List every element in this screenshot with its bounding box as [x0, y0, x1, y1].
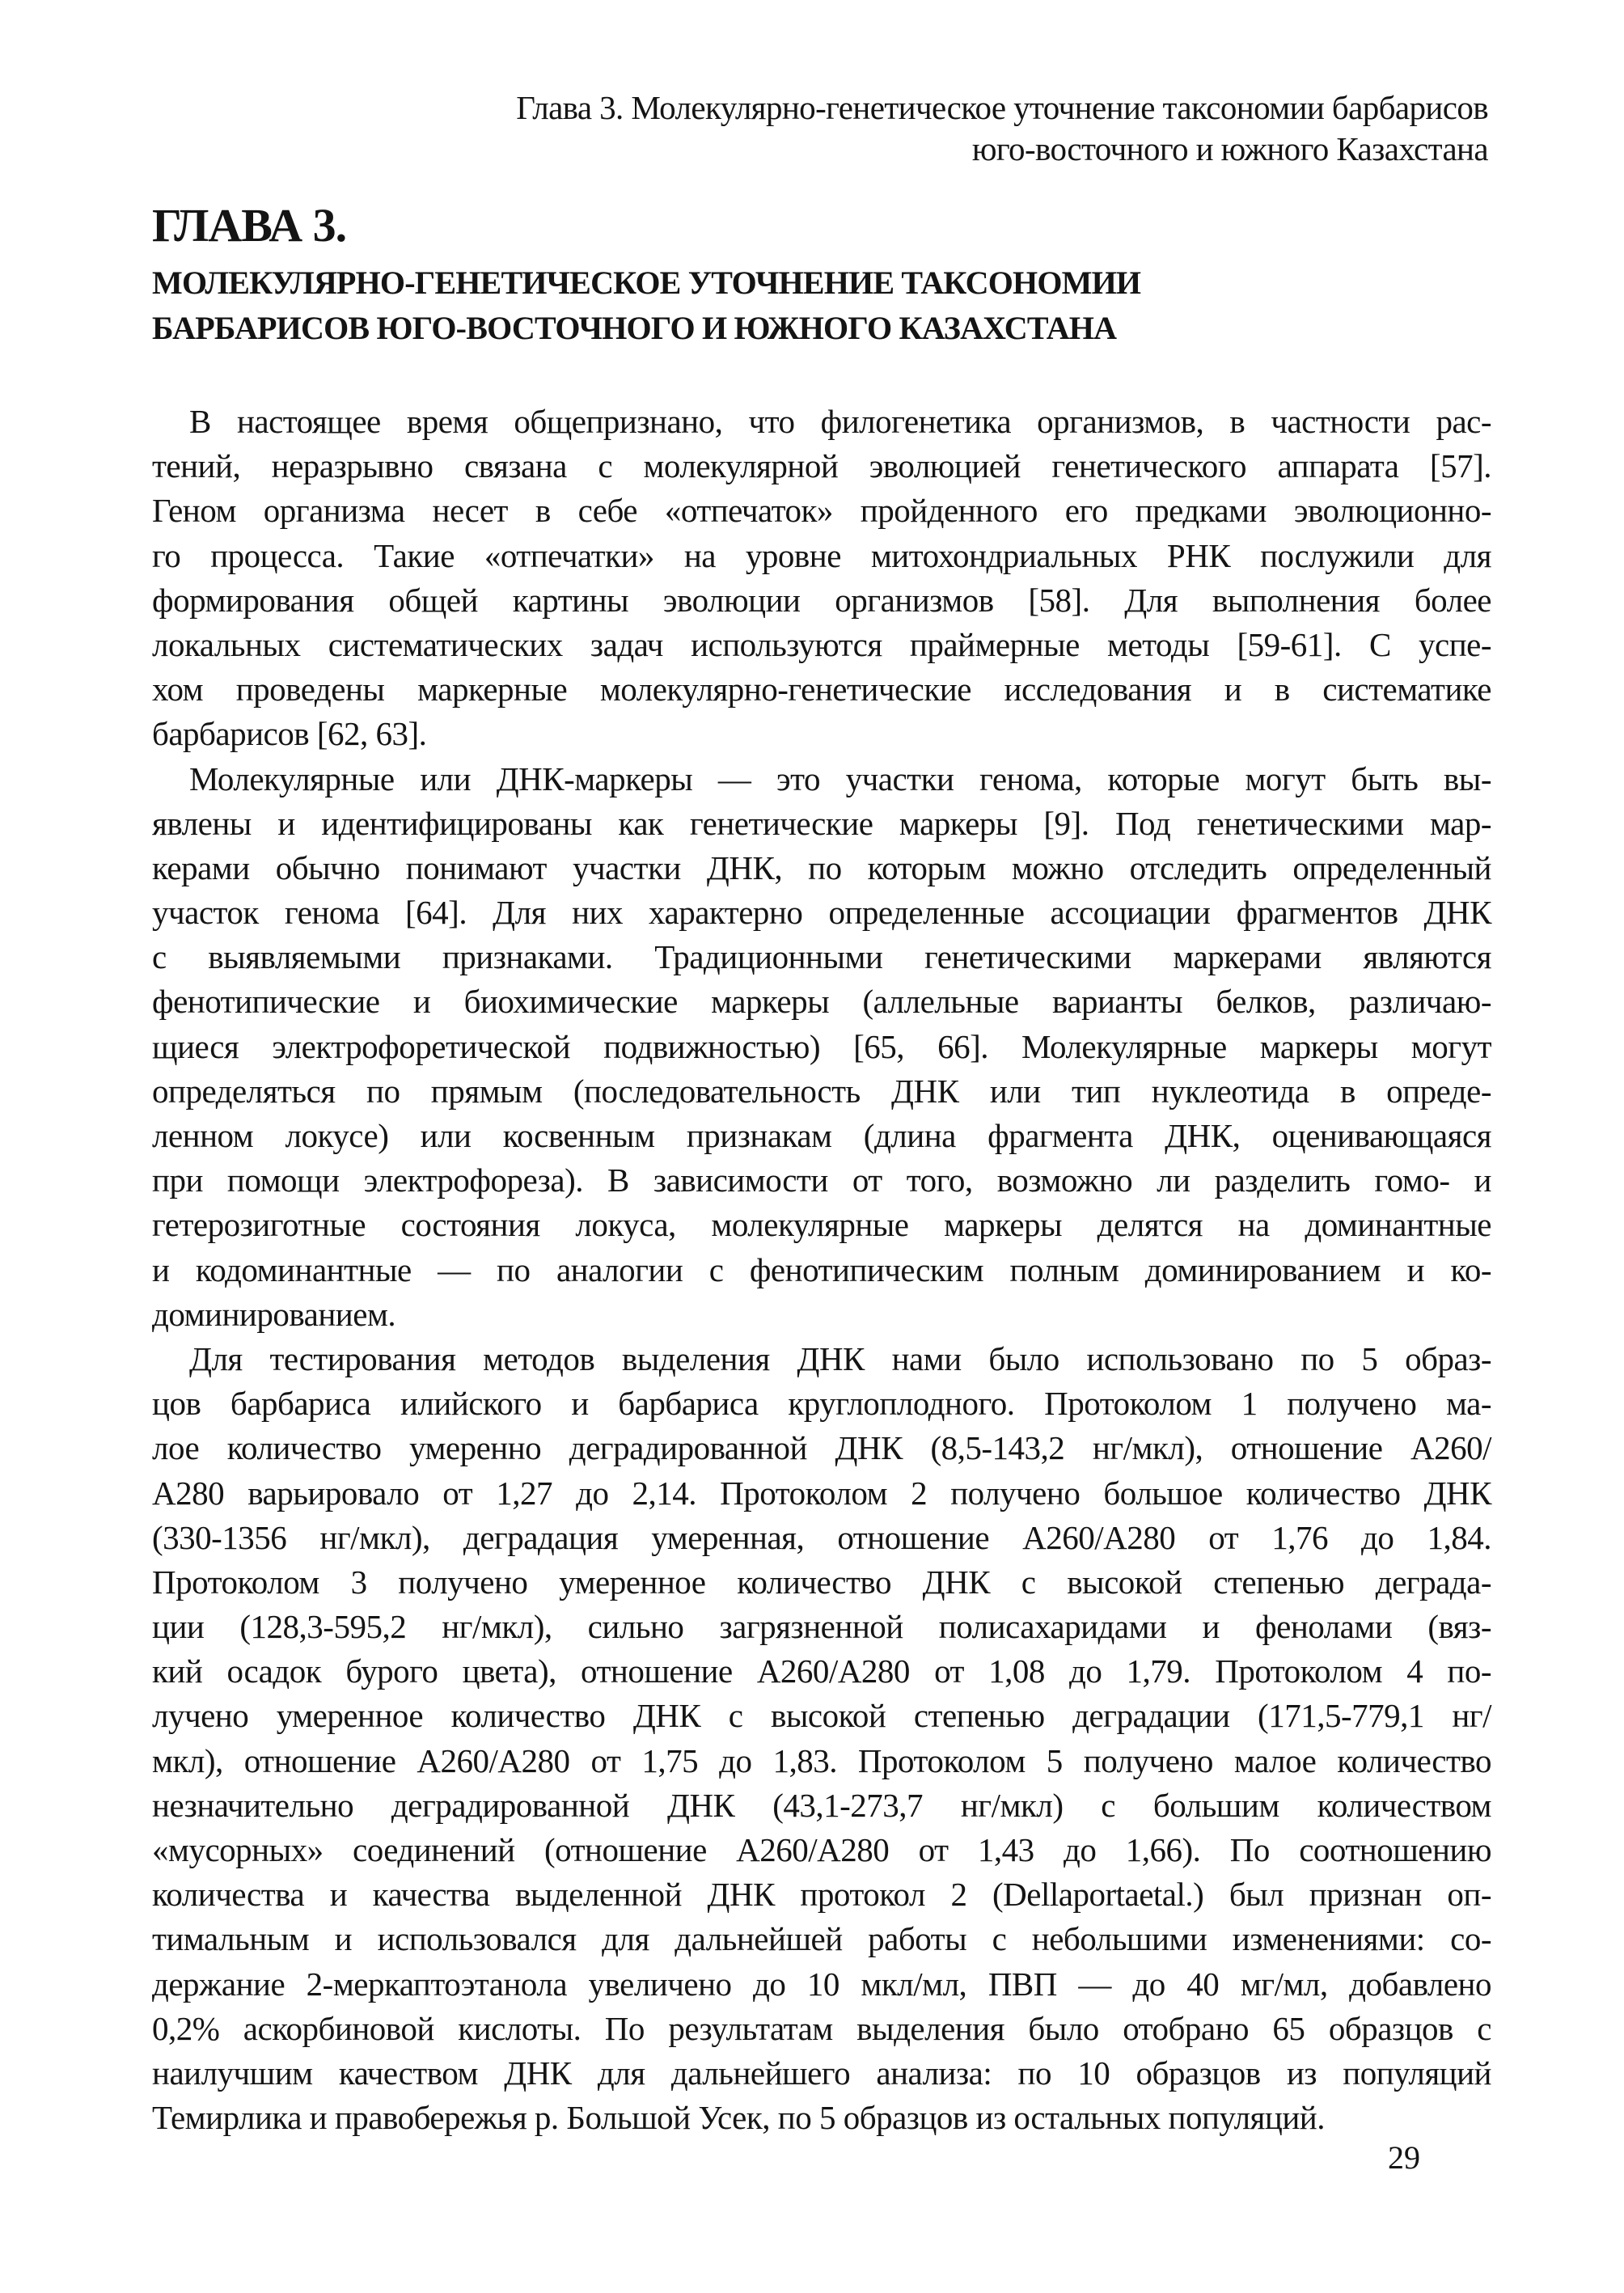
text-line: ции (128,3-595,2 нг/мкл), сильно загрязненной полисахаридами и фенолами (вяз-	[152, 1608, 1491, 1646]
text-line: цов барбариса илийского и барбариса круглоплодного. Протоколом 1 получено ма-	[152, 1385, 1491, 1423]
text-line: формирования общей картины эволюции организмов [58]. Для выполнения более	[152, 581, 1491, 619]
chapter-number: ГЛАВА 3.	[152, 199, 347, 252]
running-header-line: Глава 3. Молекулярно-генетическое уточнение таксономии барбарисов	[516, 89, 1488, 126]
text-line: Геном организма несет в себе «отпечаток» пройденного его предками эволюционно-	[152, 492, 1491, 530]
text-line: Протоколом 3 получено умеренное количество ДНК с высокой степенью деграда-	[152, 1563, 1491, 1601]
text-line: Темирлика и правобережья р. Большой Усек, по 5 образцов из остальных популяций.	[152, 2099, 1325, 2137]
running-header	[275, 87, 1488, 170]
text-line: го процесса. Такие «отпечатки» на уровне митохондриальных РНК послужили для	[152, 536, 1491, 574]
chapter-title-line: БАРБАРИСОВ ЮГО-ВОСТОЧНОГО И ЮЖНОГО КАЗАХСТАНА	[152, 310, 1117, 346]
text-line: с выявляемыми признаками. Традиционными генетическими маркерами являются	[152, 938, 1491, 976]
text-line: фенотипические и биохимические маркеры (аллельные варианты белков, различаю-	[152, 983, 1491, 1021]
text-line: керами обычно понимают участки ДНК, по которым можно отследить определенный	[152, 848, 1491, 886]
text-line: Для тестирования методов выделения ДНК нами было использовано по 5 образ-	[189, 1339, 1491, 1377]
text-line: Молекулярные или ДНК-маркеры — это участки генома, которые могут быть вы-	[189, 759, 1491, 797]
text-line: (330-1356 нг/мкл), деградация умеренная, отношение А260/А280 от 1,76 до 1,84.	[152, 1518, 1491, 1556]
text-line: хом проведены маркерные молекулярно-генетические исследования и в систематике	[152, 671, 1491, 709]
paragraph	[152, 757, 1491, 1337]
text-line: участок генома [64]. Для них характерно определенные ассоциации фрагментов ДНК	[152, 894, 1491, 932]
text-line: «мусорных» соединений (отношение А260/А280 от 1,43 до 1,66). По соотношению	[152, 1831, 1491, 1868]
text-line: наилучшим качеством ДНК для дальнейшего анализа: по 10 образцов из популяций	[152, 2054, 1491, 2092]
body-text	[152, 400, 1491, 2140]
text-line: 0,2% аскорбиновой кислоты. По результатам выделения было отобрано 65 образцов с	[152, 2009, 1491, 2047]
text-line: незначительно деградированной ДНК (43,1-273,7 нг/мкл) с большим количеством	[152, 1786, 1491, 1824]
text-line: определяться по прямым (последовательность ДНК или тип нуклеотида в опреде-	[152, 1072, 1491, 1110]
text-line: А280 варьировало от 1,27 до 2,14. Протоколом 2 получено большое количество ДНК	[152, 1474, 1491, 1512]
paragraph	[152, 400, 1491, 757]
text-line: тений, неразрывно связана с молекулярной эволюцией генетического аппарата [57].	[152, 447, 1491, 485]
text-line: барбарисов [62, 63].	[152, 715, 427, 753]
page-number: 29	[1388, 2139, 1420, 2176]
text-line: гетерозиготные состояния локуса, молекулярные маркеры делятся на доминантные	[152, 1206, 1491, 1244]
text-line: лое количество умеренно деградированной ДНК (8,5-143,2 нг/мкл), отношение А260/	[152, 1429, 1491, 1467]
text-line: ленном локусе) или косвенным признакам (длина фрагмента ДНК, оценивающаяся	[152, 1117, 1491, 1154]
text-line: кий осадок бурого цвета), отношение А260/А280 от 1,08 до 1,79. Протоколом 4 по-	[152, 1652, 1491, 1690]
text-line: В настоящее время общепризнано, что филогенетика организмов, в частности рас-	[189, 403, 1491, 440]
paragraph	[152, 1337, 1491, 2140]
text-line: лучено умеренное количество ДНК с высокой степенью деградации (171,5-779,1 нг/	[152, 1697, 1491, 1735]
text-line: локальных систематических задач используются праймерные методы [59-61]. С успе-	[152, 625, 1491, 663]
text-line: при помощи электрофореза). В зависимости от того, возможно ли разделить гомо- и	[152, 1161, 1491, 1199]
text-line: и кодоминантные — по аналогии с фенотипическим полным доминированием и ко-	[152, 1250, 1491, 1288]
text-line: мкл), отношение А260/А280 от 1,75 до 1,83. Протоколом 5 получено малое количество	[152, 1741, 1491, 1779]
text-line: держание 2-меркаптоэтанола увеличено до 10 мкл/мл, ПВП — до 40 мг/мл, добавлено	[152, 1965, 1491, 2003]
text-line: тимальным и использовался для дальнейшей работы с небольшими изменениями: со-	[152, 1920, 1491, 1958]
running-header-line: юго-восточного и южного Казахстана	[971, 130, 1488, 167]
text-line: доминированием.	[152, 1295, 396, 1333]
text-line: щиеся электрофоретической подвижностью) [65, 66]. Молекулярные маркеры могут	[152, 1027, 1491, 1065]
text-line: явлены и идентифицированы как генетические маркеры [9]. Под генетическими мар-	[152, 804, 1491, 842]
chapter-heading	[152, 199, 1495, 351]
text-line: количества и качества выделенной ДНК протокол 2 (Dellaportaetal.) был признан оп-	[152, 1876, 1491, 1914]
chapter-title-line: МОЛЕКУЛЯРНО-ГЕНЕТИЧЕСКОЕ УТОЧНЕНИЕ ТАКСОНОМИИ	[152, 264, 1141, 301]
